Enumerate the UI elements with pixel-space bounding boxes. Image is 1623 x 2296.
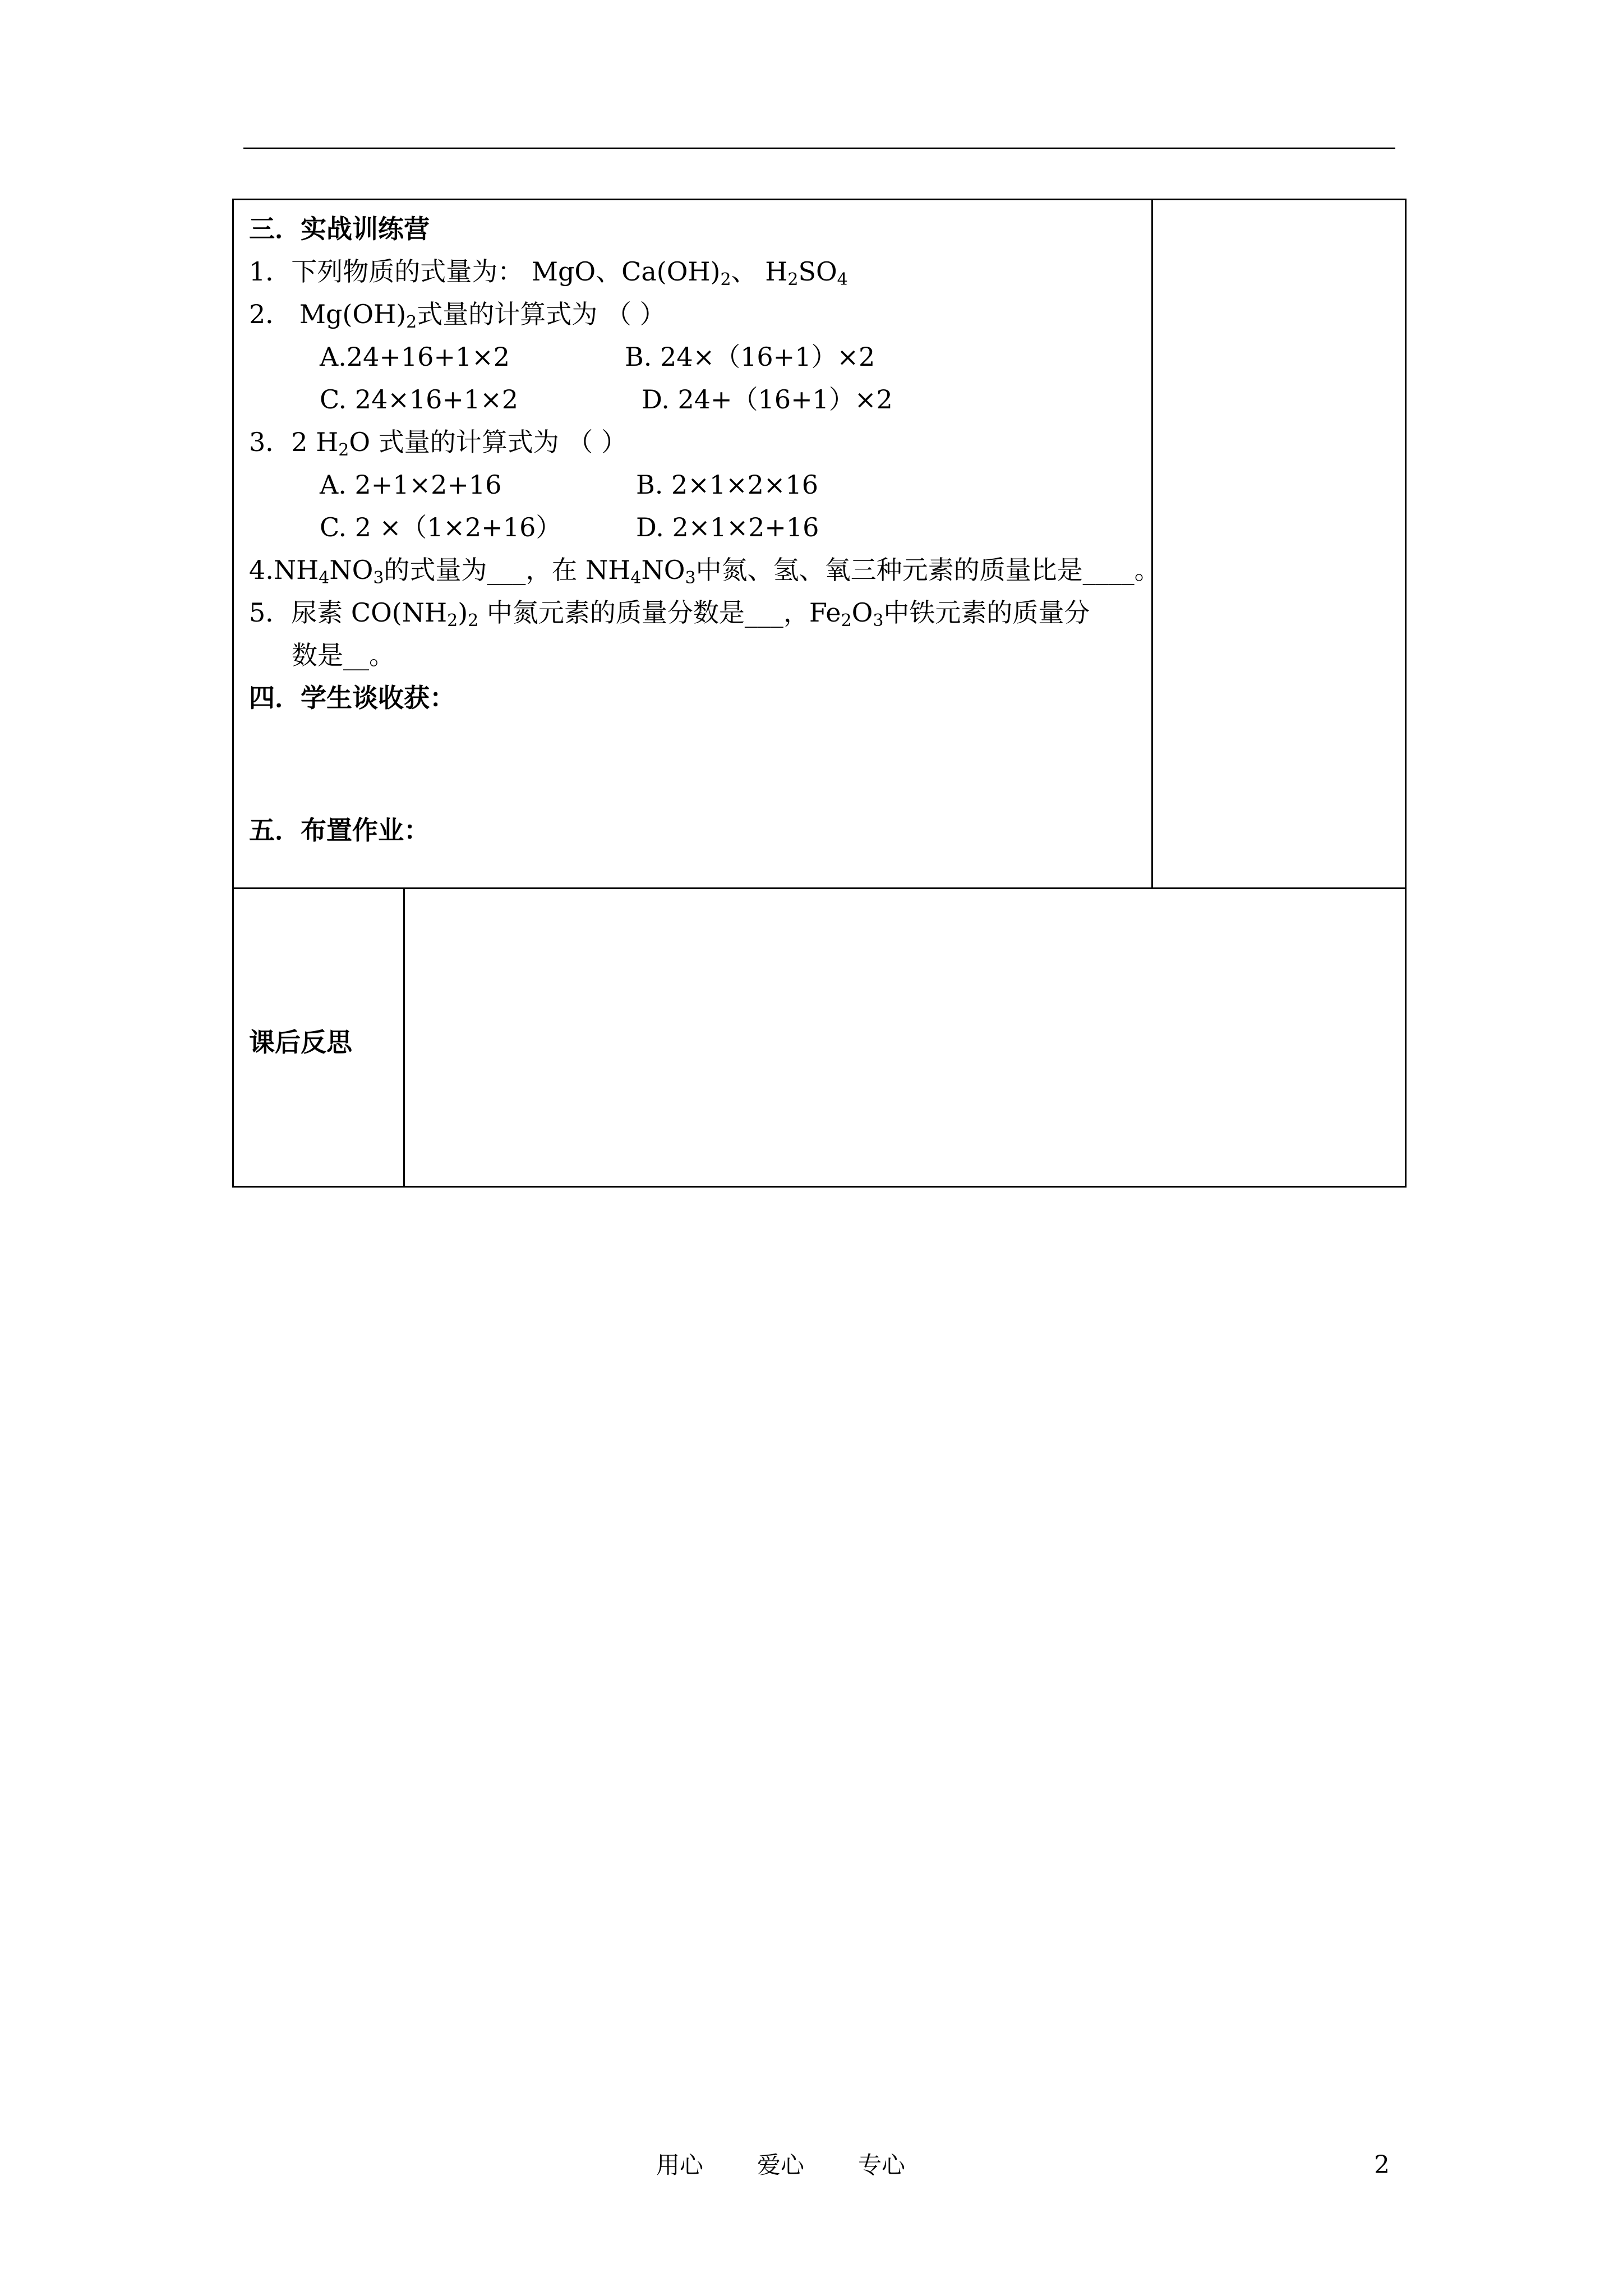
- option-b: B. 24×（16+1）×2: [625, 342, 875, 372]
- option-d: D. 2×1×2+16: [636, 512, 819, 542]
- option-c: C. 24×16+1×2: [320, 384, 519, 415]
- question-4: $4.NH_4NO_3$的式量为___，在 $NH_4NO_3$中氮、氢、氧三种元素的质量比是____。: [249, 555, 1160, 588]
- option-a: A.24+16+1×2: [320, 342, 510, 372]
- exercise-content: [249, 208, 1160, 852]
- option-d: D. 24+（16+1）×2: [642, 384, 893, 415]
- motto-1: 用心: [656, 2151, 704, 2179]
- question-1: 1．下列物质的式量为： MgO、$Ca(OH)_2$、 $H_2SO_4$: [249, 256, 848, 289]
- question-5-continued: 数是__。: [292, 640, 395, 670]
- motto-3: 专心: [858, 2151, 906, 2179]
- row-divider: [232, 887, 1407, 889]
- question-3: 3．2 $H_2O$ 式量的计算式为 （ ）: [249, 427, 627, 460]
- footer-motto: [656, 2148, 970, 2182]
- section-4-title: 四．学生谈收获：: [249, 683, 455, 713]
- right-column-divider: [1151, 199, 1153, 887]
- reflection-label-divider: [403, 887, 405, 1188]
- question-3-options-cd: [249, 506, 1135, 549]
- reflection-label: 课后反思: [249, 1027, 352, 1057]
- question-2-options-cd: [249, 378, 1135, 421]
- option-c: C. 2 ×（1×2+16）: [320, 512, 562, 542]
- question-3-options-ab: [249, 463, 1135, 506]
- section-3-title: 三．实战训练营: [249, 214, 430, 244]
- option-b: B. 2×1×2×16: [636, 470, 819, 500]
- motto-2: 爱心: [757, 2151, 805, 2179]
- question-5: 5．尿素 $CO(NH_2)_2$ 中氮元素的质量分数是___，$Fe_2O_3$中铁元素的质量分: [249, 597, 1090, 631]
- page-number: 2: [1374, 2151, 1390, 2179]
- question-2-options-ab: [249, 335, 1135, 378]
- section-5-title: 五．布置作业：: [249, 815, 430, 845]
- question-2: 2． $Mg(OH)_2$式量的计算式为 （ ）: [249, 299, 666, 332]
- option-a: A. 2+1×2+16: [320, 470, 502, 500]
- header-rule: [243, 148, 1395, 149]
